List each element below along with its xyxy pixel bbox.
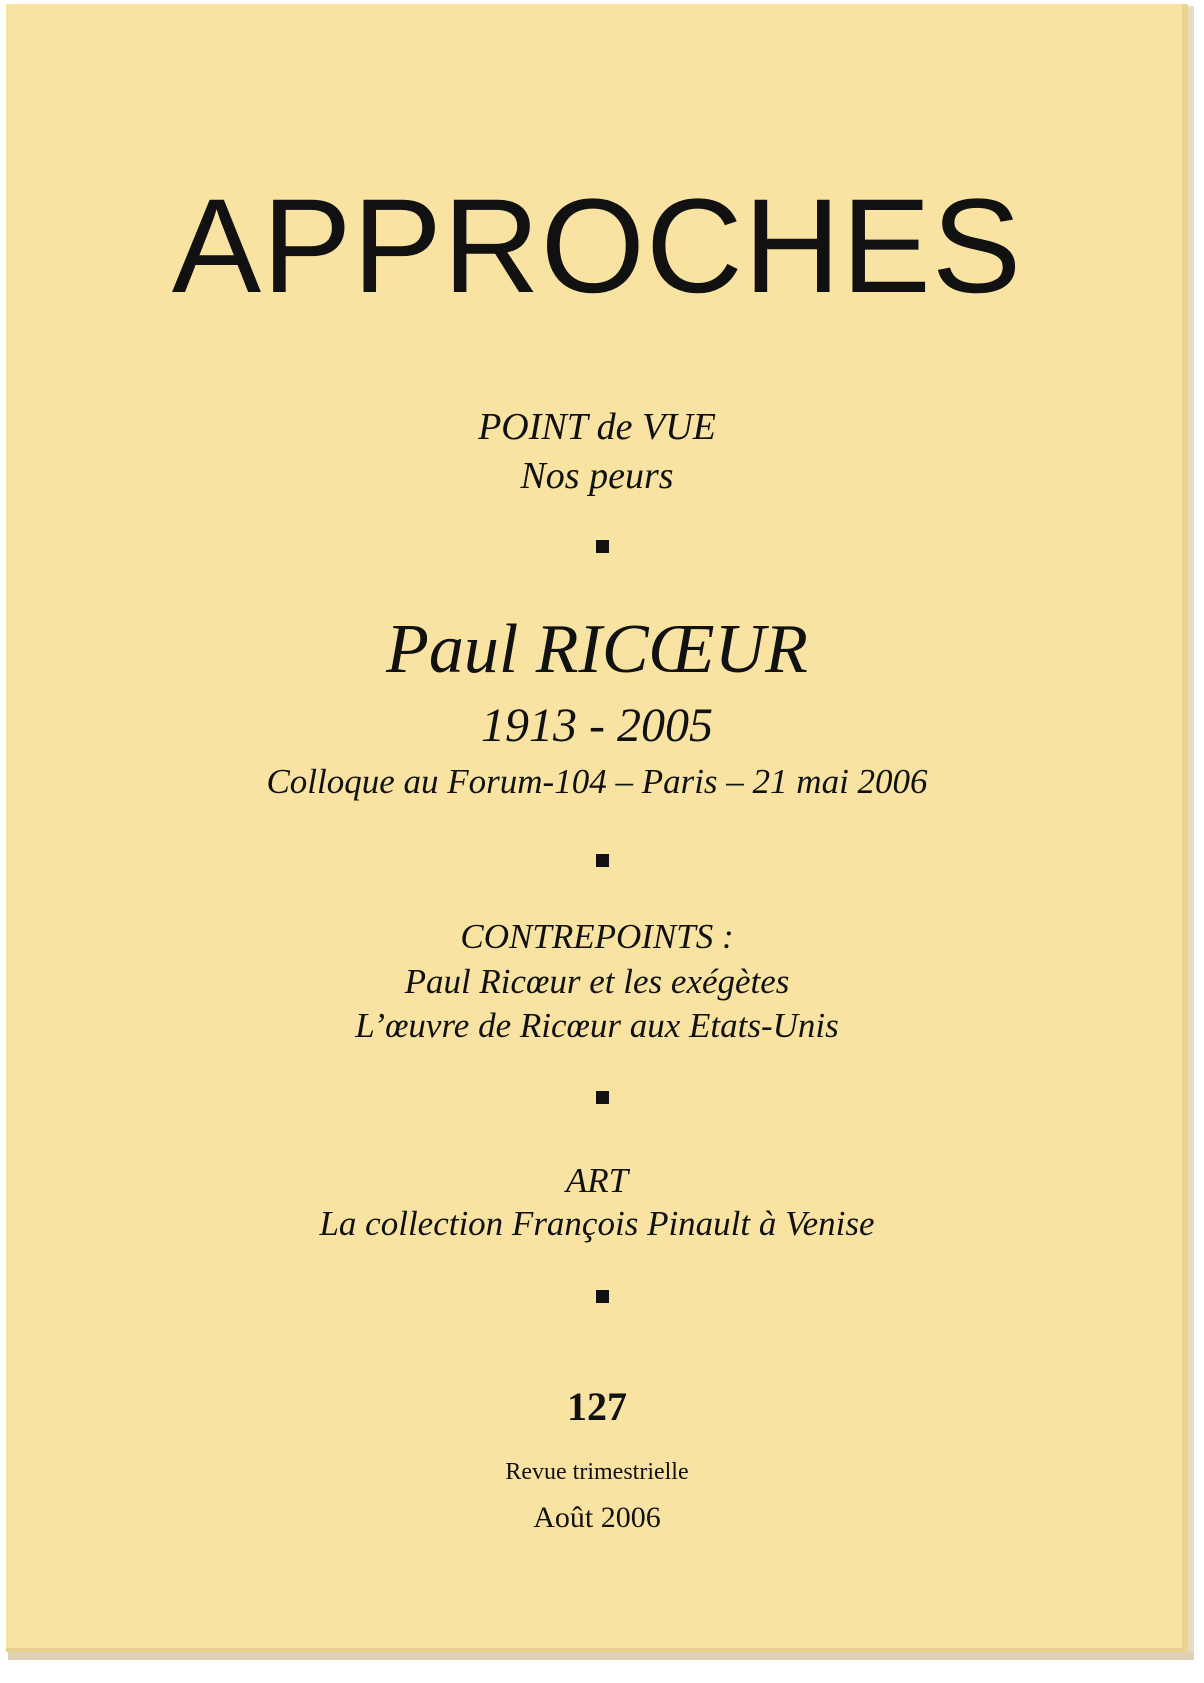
contrepoints-item: L’œuvre de Ricœur aux Etats-Unis	[355, 1006, 839, 1045]
section-divider-bullet	[596, 854, 609, 867]
issue-number: 127	[567, 1384, 627, 1429]
feature-colloque: Colloque au Forum-104 – Paris – 21 mai 2006	[266, 762, 928, 801]
section-subtitle-nos-peurs: Nos peurs	[520, 455, 674, 497]
journal-cover	[6, 4, 1188, 1652]
cover-bottom-edge	[8, 1652, 1194, 1660]
issue-date: Août 2006	[533, 1501, 661, 1534]
section-heading-contrepoints: CONTREPOINTS :	[460, 917, 734, 956]
cover-right-edge	[1188, 6, 1194, 1658]
section-divider-bullet	[596, 1091, 609, 1104]
section-heading-art: ART	[565, 1161, 629, 1200]
section-divider-bullet	[596, 1290, 609, 1303]
issue-frequency: Revue trimestrielle	[505, 1459, 689, 1485]
section-heading-point-de-vue: POINT de VUE	[478, 406, 716, 448]
section-subtitle-art: La collection François Pinault à Venise	[319, 1204, 875, 1243]
feature-name: Paul RICŒUR	[386, 611, 808, 688]
feature-years: 1913 - 2005	[481, 699, 713, 752]
journal-title: APPROCHES	[171, 172, 1023, 321]
section-divider-bullet	[596, 540, 609, 553]
contrepoints-item: Paul Ricœur et les exégètes	[404, 962, 790, 1001]
